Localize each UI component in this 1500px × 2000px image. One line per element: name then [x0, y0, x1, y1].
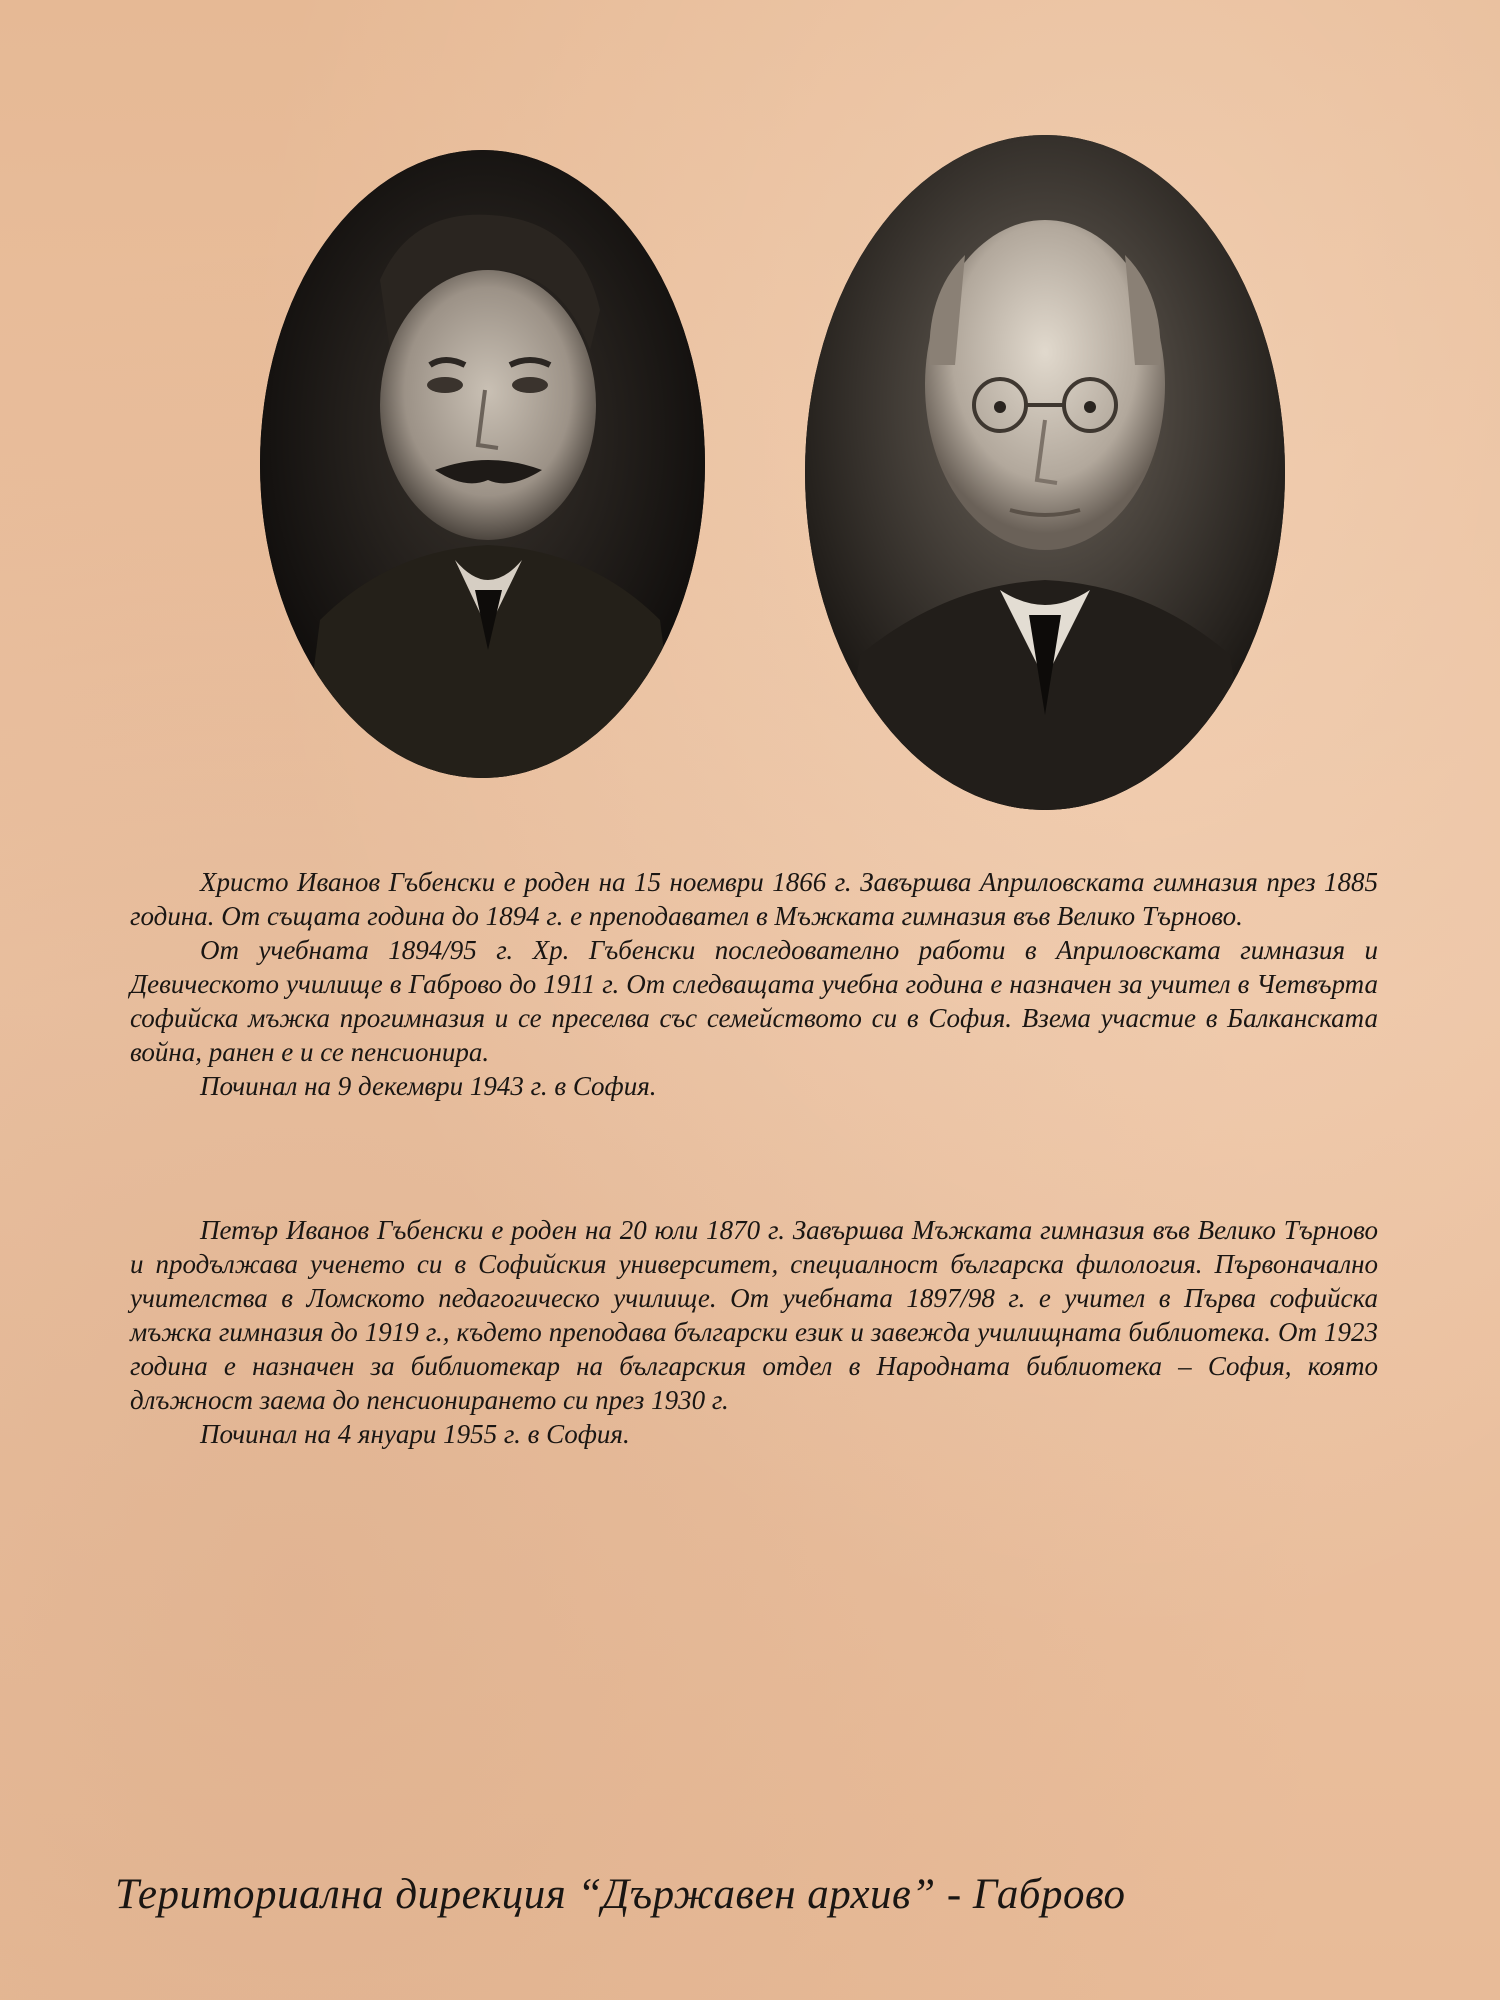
publisher-footer: Териториална дирекция “Държавен архив” - Габрово	[115, 1871, 1126, 1918]
portrait-photo-icon	[805, 135, 1285, 810]
bio-paragraph: Христо Иванов Гъбенски е роден на 15 ноември 1866 г. Завършва Априловската гимназия през 1885 година. От същата година до 1894 г. е преподавател в Мъжката гимназия във Велико Търново.	[130, 867, 1378, 931]
bio-paragraph: Петър Иванов Гъбенски е роден на 20 юли 1870 г. Завършва Мъжката гимназия във Велико Търново и продължава ученето си в Софийския университет, специалност българска филология. Първоначално учителства в Ломското педагогическо училище. От учебната 1897/98 г. е учител в Първа софийска мъжка гимназия до 1919 г., където преподава български език и завежда училищната библиотека. От 1923 година е назначен за библиотекар на българския отдел в Народната библиотека – София, която длъжност заема до пенсионирането си през 1930 г.	[130, 1215, 1378, 1415]
bio-death-note: Починал на 4 януари 1955 г. в София.	[200, 1419, 630, 1449]
bio-paragraph: От учебната 1894/95 г. Хр. Гъбенски последователно работи в Априловската гимназия и Девическото училище в Габрово до 1911 г. От следващата учебна година е назначен за учител в Четвърта софийска мъжка прогимназия и се преселва със семейството си в София. Взема участие в Балканската война, ранен е и се пенсионира.	[130, 935, 1378, 1067]
portrait-photo-icon	[260, 150, 705, 778]
portrait-petar-gabenski	[805, 135, 1285, 810]
biography-hristo-gabenski	[130, 865, 1378, 1103]
bio-death-note: Починал на 9 декември 1943 г. в София.	[200, 1071, 657, 1101]
portrait-hristo-gabenski	[260, 150, 705, 778]
biography-petar-gabenski	[130, 1213, 1378, 1451]
